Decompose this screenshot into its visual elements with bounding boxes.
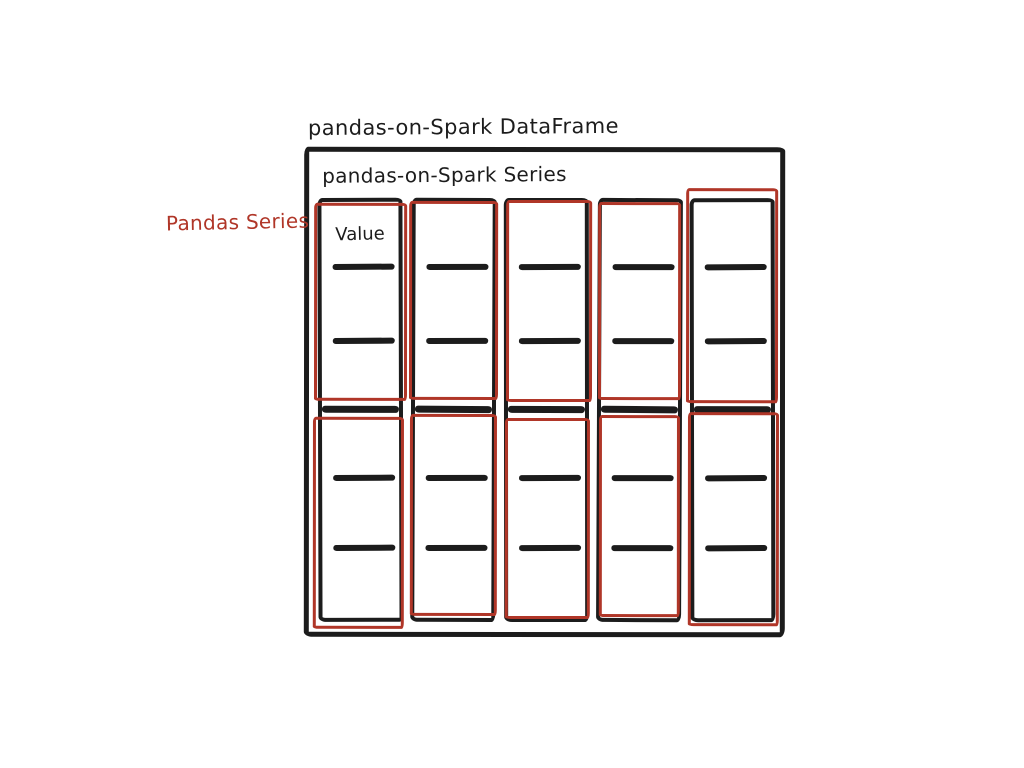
value-dash (705, 545, 767, 551)
value-dash (333, 264, 395, 270)
value-dash (612, 475, 674, 481)
series-column (596, 198, 683, 622)
partition-divider (508, 406, 585, 413)
dataframe-title: pandas-on-Spark DataFrame (307, 113, 620, 141)
series-column (504, 198, 589, 622)
value-dash (705, 475, 767, 481)
value-dash (519, 475, 581, 481)
partition-divider (601, 406, 678, 414)
value-dash (519, 338, 581, 344)
series-label: pandas-on-Spark Series (322, 161, 567, 188)
value-dash (705, 338, 767, 344)
value-dash (613, 264, 675, 270)
value-dash (705, 264, 767, 270)
series-column (410, 198, 496, 622)
pandas-series-label: Pandas Series (165, 208, 310, 236)
partition-divider (415, 406, 492, 414)
value-dash (333, 475, 395, 481)
value-dash (425, 545, 487, 551)
partition-divider (322, 406, 399, 413)
partition-divider (694, 406, 771, 413)
value-dash (426, 475, 488, 481)
value-dash (333, 338, 395, 344)
value-dash (333, 545, 395, 551)
dataframe-box (304, 147, 785, 637)
value-dash (612, 338, 674, 344)
value-dash (611, 545, 673, 551)
value-dash (519, 264, 581, 270)
series-column (317, 198, 403, 622)
series-column (690, 198, 776, 622)
value-dash (519, 545, 581, 551)
value-dash (426, 338, 488, 344)
value-dash (426, 264, 488, 270)
value-header: Value (335, 223, 385, 246)
